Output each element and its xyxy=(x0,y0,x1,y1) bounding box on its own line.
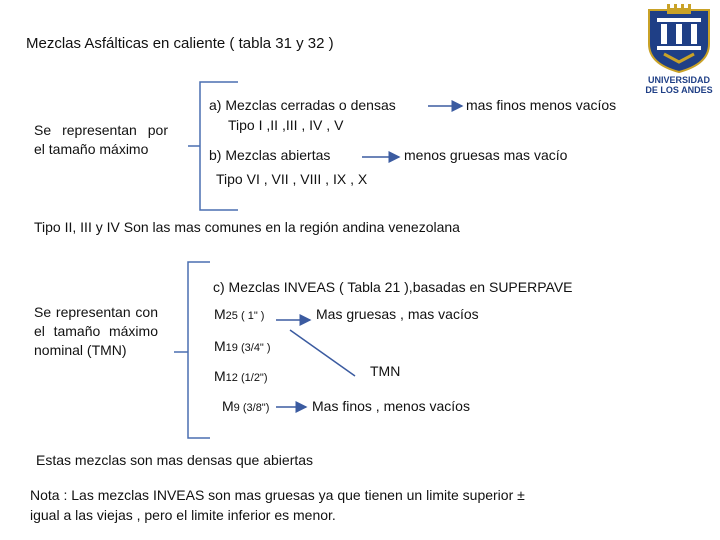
item-b-types: Tipo VI , VII , VIII , IX , X xyxy=(216,171,368,187)
m25-result: Mas gruesas , mas vacíos xyxy=(316,306,479,322)
m9-label: M9 (3/8") xyxy=(222,398,270,414)
item-a: a) Mezclas cerradas o densas xyxy=(209,97,396,113)
density-note: Estas mezclas son mas densas que abiertas xyxy=(36,452,314,468)
m9-result: Mas finos , menos vacíos xyxy=(312,398,470,414)
side-text-2: Se representan con el tamaño máximo nominal (TMN) xyxy=(34,304,158,358)
m19-label: M19 (3/4" ) xyxy=(214,338,271,354)
logo-line-1: UNIVERSIDAD xyxy=(647,75,710,85)
inveas-heading: c) Mezclas INVEAS ( Tabla 21 ),basadas en SUPERPAVE xyxy=(213,279,573,295)
item-a-result: mas finos menos vacíos xyxy=(466,97,617,113)
item-a-types: Tipo I ,II ,III , IV , V xyxy=(228,117,344,133)
final-note: Nota : Las mezclas INVEAS son mas gruesas ya que tienen un limite superior ± igual a las viejas , pero el limite inferior es menor. xyxy=(30,487,525,523)
item-b: b) Mezclas abiertas xyxy=(209,147,331,163)
m25-label: M25 ( 1" ) xyxy=(214,306,265,322)
side-text-1: Se representan por el tamaño máximo xyxy=(34,122,168,157)
tmn-label: TMN xyxy=(370,363,401,379)
common-note: Tipo II, III y IV Son las mas comunes en la región andina venezolana xyxy=(34,219,460,235)
item-b-result: menos gruesas mas vacío xyxy=(404,147,568,163)
m12-label: M12 (1/2") xyxy=(214,368,268,384)
arrow-tmn xyxy=(290,330,355,376)
logo-line-2: DE LOS ANDES xyxy=(645,85,713,95)
bracket-section-2 xyxy=(174,262,210,438)
page-title: Mezclas Asfálticas en caliente ( tabla 31 y 32 ) xyxy=(26,35,334,52)
